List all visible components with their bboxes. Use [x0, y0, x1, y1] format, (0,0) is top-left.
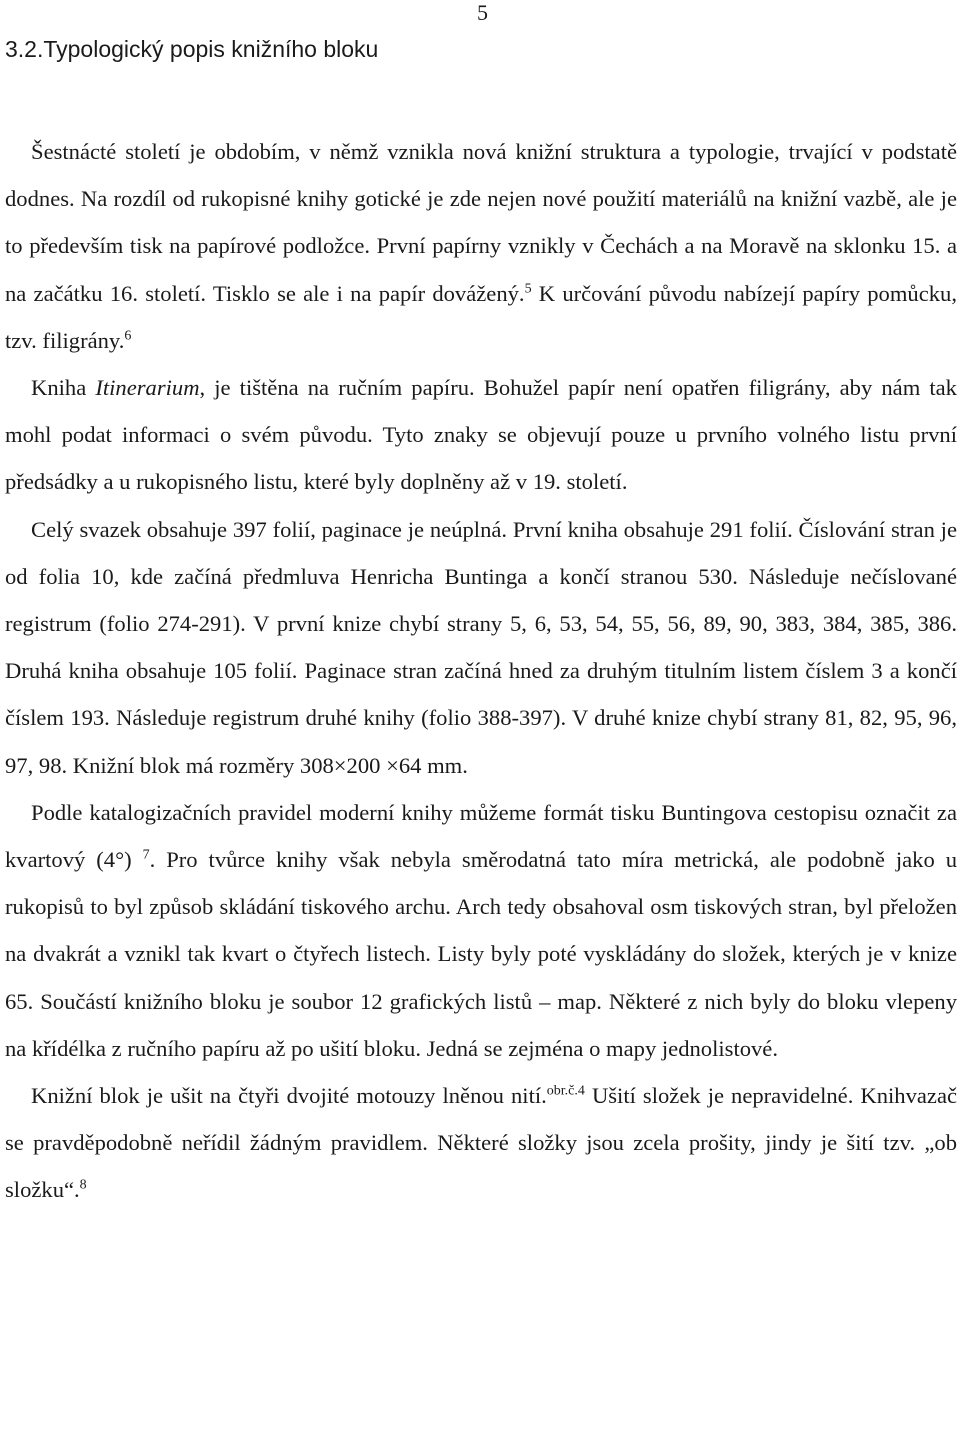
paragraph-4: Podle katalogizačních pravidel moderní knihy můžeme formát tisku Buntingova cestopisu označit za kvartový (4°) $^7$. Pro tvůrce knihy však nebyla směrodatná tato míra metrická, ale podobně jako u rukopisů to byl způsob skládání tiskového archu. Arch tedy obsahoval osm tiskových stran, byl přeložen na dvakrát a vznikl tak kvart o čtyřech listech. Listy byly poté vyskládány do složek, kterých je v knize 65. Součástí knižního bloku je soubor 12 grafických listů – map. Některé z nich byly do bloku vlepeny na křídélka z ručního papíru až po ušití bloku. Jedná se zejména o mapy jednolistové.	[5, 799, 958, 1061]
paragraph-5: Knižní blok je ušit na čtyři dvojité motouzy lněnou nití.$^{obr.č.4}$ Ušití složek je nepravidelné. Knihvazač se pravděpodobně neřídil žádným pravidlem. Některé složky jsou zcela prošity, jindy je šití tzv. „ob složku“.$^8$	[5, 1083, 957, 1203]
page-number: 5	[477, 0, 488, 25]
footnote-ref-8[interactable]: 8	[79, 1177, 87, 1193]
figure-ref-obr4[interactable]: obr.č.4	[546, 1083, 585, 1099]
footnote-ref-5[interactable]: 5	[524, 281, 532, 297]
footnote-ref-7[interactable]: 7	[142, 847, 150, 863]
book-title-italic: Itinerarium	[95, 375, 200, 401]
paragraph-3: Celý svazek obsahuje 397 folií, paginace je neúplná. První kniha obsahuje 291 folií. Číslování stran je od folia 10, kde začíná předmluva Henricha Buntinga a končí stranou 530. Následuje nečíslované registrum (folio 274-291). V první knize chybí strany 5, 6, 53, 54, 55, 56, 89, 90, 383, 384, 385, 386. Druhá kniha obsahuje 105 folií. Paginace stran začíná hned za druhým titulním listem číslem 3 a končí číslem 193. Následuje registrum druhé knihy (folio 388-397). V druhé knize chybí strany 81, 82, 95, 96, 97, 98. Knižní blok má rozměry 308×200 ×64 mm.	[5, 516, 957, 778]
section-heading: 3.2.Typologický popis knižního bloku	[5, 36, 379, 62]
footnote-ref-6[interactable]: 6	[124, 328, 132, 344]
body-text	[5, 128, 957, 1214]
paragraph-1: Šestnácté století je obdobím, v němž vznikla nová knižní struktura a typologie, trvající v podstatě dodnes. Na rozdíl od rukopisné knihy gotické je zde nejen nové použití materiálů na knižní vazbě, ale je to především tisk na papírové podložce. První papírny vznikly v Čechách a na Moravě na sklonku 15. a na začátku 16. století. Tisklo se ale i na papír dovážený.$^5$ K určování původu nabízejí papíry pomůcku, tzv. filigrány.$^6$	[5, 139, 957, 353]
paragraph-2: Kniha Itinerarium, je tištěna na ručním papíru. Bohužel papír není opatřen filigrány, aby nám tak mohl podat informaci o svém původu. Tyto znaky se objevují pouze u prvního volného listu první předsádky a u rukopisného listu, které byly doplněny až v 19. století.	[5, 375, 957, 495]
